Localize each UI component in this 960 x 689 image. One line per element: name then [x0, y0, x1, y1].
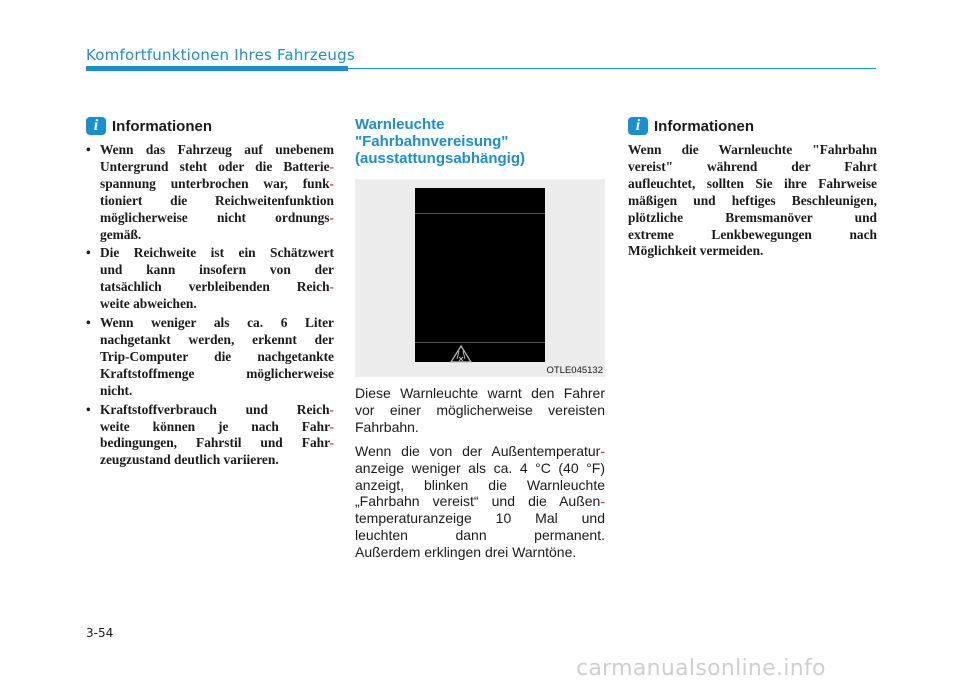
info-icon: i: [86, 117, 106, 135]
info-icon: i: [628, 117, 648, 135]
chapter-accent-bar: [86, 66, 348, 71]
hyphen-mark: -: [329, 401, 334, 417]
bullet-dot: •: [86, 401, 91, 417]
text-line-content: mäßigen und heftiges Beschleunigen,: [628, 192, 877, 208]
hyphen-mark: -: [329, 435, 334, 451]
chapter-title: Komfortfunktionen Ihres Fahrzeugs: [86, 46, 355, 64]
text-line: [355, 527, 605, 544]
text-line: [100, 142, 334, 159]
text-line: [628, 176, 877, 193]
bullet-dot: •: [86, 142, 91, 157]
text-line-content: zeugzustand deutlich variieren.: [100, 452, 279, 468]
text-line: [355, 510, 605, 527]
figure-code: OTLE045132: [546, 365, 603, 376]
bullet-item: [86, 142, 334, 243]
text-line-content: und kann insofern von der: [100, 262, 334, 278]
text-line-content: extreme Lenkbewegungen nach: [628, 226, 877, 242]
text-line-content: Wenn die von der Außentemperatur: [355, 442, 601, 459]
text-line-content: gemäß.: [100, 226, 142, 242]
body-paragraph: [355, 385, 605, 436]
left-info-title: Informationen: [112, 117, 212, 135]
right-info-title: Informationen: [654, 117, 754, 135]
text-line: [100, 452, 334, 469]
text-line: [355, 493, 605, 510]
hyphen-mark: -: [600, 493, 605, 510]
text-line-content: Trip-Computer die nachgetankte: [100, 348, 334, 364]
hyphen-mark: -: [600, 442, 605, 459]
right-info-header: [628, 116, 877, 136]
text-line-content: Die Reichweite ist ein Schätzwert: [100, 245, 334, 261]
text-line: [355, 443, 605, 460]
bullet-item: [86, 315, 334, 400]
section-title-line: (ausstattungsabhängig): [355, 150, 526, 167]
text-line: [100, 262, 334, 279]
section-title: [355, 116, 605, 167]
section-body: [355, 385, 605, 561]
text-line-content: Untergrund steht oder die Batterie: [100, 158, 330, 174]
text-line: [355, 544, 605, 561]
warning-light-section: [355, 116, 605, 568]
text-line: [355, 385, 605, 402]
text-line-content: plötzliche Bremsmanöver und: [628, 209, 877, 225]
left-info-box: [86, 116, 334, 471]
text-line: [100, 245, 334, 262]
hyphen-mark: -: [329, 209, 334, 225]
hyphen-mark: -: [329, 418, 334, 434]
text-line: [100, 315, 334, 332]
text-line-content: „Fahrbahn vereist“ und die Außen: [355, 493, 601, 510]
text-line-content: leuchten dann permanent.: [355, 527, 605, 544]
text-line-content: vor einer möglicherweise vereisten: [355, 401, 605, 418]
text-line-content: vereist" während der Fahrt: [628, 158, 877, 174]
text-line: [100, 402, 334, 419]
page-number: 3-54: [86, 626, 114, 640]
text-line: [100, 332, 334, 349]
hyphen-mark: -: [329, 158, 334, 174]
text-line-content: Wenn das Fahrzeug auf unebenem: [100, 142, 334, 157]
text-line-content: Wenn die Warnleuchte "Fahrbahn: [628, 142, 877, 157]
text-line: [628, 210, 877, 227]
text-line: [355, 402, 605, 419]
cluster-figure: [355, 179, 605, 377]
display-divider: [415, 213, 545, 214]
text-line: [628, 227, 877, 244]
text-line: [100, 435, 334, 452]
text-line: [355, 460, 605, 477]
text-line: [628, 243, 877, 260]
watermark-text: carmanualsonline.info: [576, 656, 826, 681]
text-line-content: weite abweichen.: [100, 296, 197, 312]
bullet-item: [86, 245, 334, 313]
text-line: [100, 296, 334, 313]
right-info-text: [628, 142, 877, 260]
text-line: [628, 193, 877, 210]
text-line-content: Diese Warnleuchte warnt den Fahrer: [355, 385, 605, 401]
text-line-content: anzeigt, blinken die Warnleuchte: [355, 476, 605, 493]
text-line-content: Fahrbahn.: [355, 418, 419, 435]
text-line-content: bedingungen, Fahrstil und Fahr: [100, 435, 330, 451]
text-line: [628, 159, 877, 176]
text-line: [100, 176, 334, 193]
text-line-content: möglicherweise nicht ordnungs: [100, 209, 330, 225]
section-title-line: Warnleuchte: [355, 116, 445, 133]
text-line-content: anzeige weniger als ca. 4 °C (40 °F): [355, 459, 605, 476]
text-line-content: Kraftstoffverbrauch und Reich: [100, 401, 330, 417]
section-title-line: "Fahrbahnvereisung": [355, 133, 509, 150]
text-line: [100, 279, 334, 296]
text-line-content: Außerdem erklingen drei Warntöne.: [355, 544, 577, 561]
text-line-content: tatsächlich verbleibenden Reich: [100, 279, 330, 295]
display-divider: [415, 342, 545, 343]
text-line: [628, 142, 877, 159]
text-line: [100, 366, 334, 383]
text-line: [100, 227, 334, 244]
left-info-header: [86, 116, 334, 136]
chapter-rule: [348, 68, 876, 69]
road-ice-warning-icon: [450, 345, 472, 363]
text-line-content: Wenn weniger als ca. 6 Liter: [100, 315, 334, 331]
text-line: [100, 193, 334, 210]
hyphen-mark: -: [329, 175, 334, 191]
text-line-content: tioniert die Reichweitenfunktion: [100, 192, 334, 208]
text-line: [355, 419, 605, 436]
text-line: [100, 383, 334, 400]
text-line: [100, 210, 334, 227]
text-line-content: Möglichkeit vermeiden.: [628, 243, 764, 259]
bullet-item: [86, 402, 334, 470]
text-line: [100, 349, 334, 366]
text-line-content: Kraftstoffmenge möglicherweise: [100, 365, 334, 381]
text-line-content: weite können je nach Fahr: [100, 418, 330, 434]
text-line: [100, 159, 334, 176]
left-info-bullets: [86, 142, 334, 469]
body-paragraph: [355, 443, 605, 561]
text-line: [100, 419, 334, 436]
right-info-box: [628, 116, 877, 260]
text-line-content: nicht.: [100, 382, 133, 398]
cluster-display: [415, 188, 545, 362]
bullet-dot: •: [86, 315, 91, 331]
text-line-content: temperaturanzeige 10 Mal und: [355, 510, 605, 527]
bullet-dot: •: [86, 245, 91, 261]
text-line: [355, 477, 605, 494]
text-line-content: spannung unterbrochen war, funk: [100, 175, 330, 191]
hyphen-mark: -: [329, 279, 334, 295]
text-line-content: aufleuchtet, sollten Sie ihre Fahrweise: [628, 175, 877, 191]
text-line-content: nachgetankt werden, erkennt der: [100, 331, 334, 347]
